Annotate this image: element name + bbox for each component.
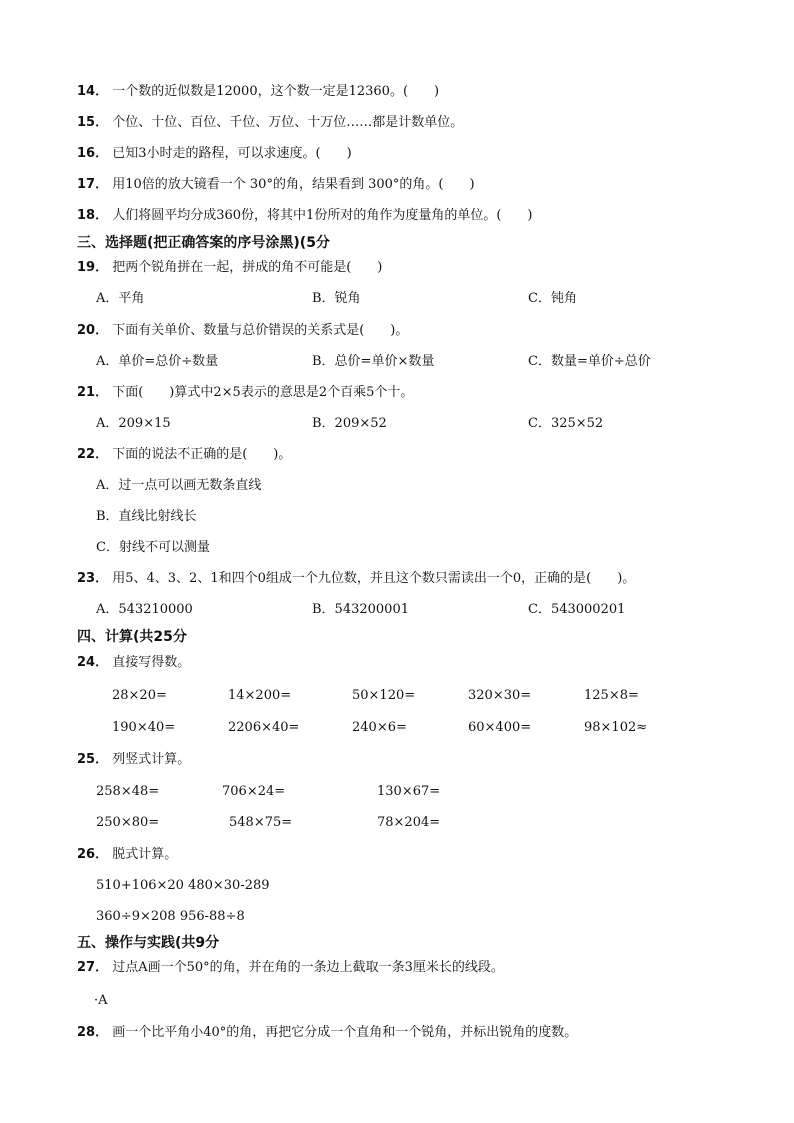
question-number: 18．: [77, 208, 109, 223]
option-b: B．543200001: [312, 602, 409, 617]
calc-item: 98×102≈: [584, 720, 648, 735]
option-a: A．过一点可以画无数条直线: [96, 478, 262, 493]
option-b: B．209×52: [312, 416, 387, 431]
calc-item: 258×48=: [96, 784, 160, 799]
question-number: 14．: [77, 84, 109, 99]
option-b: B．锐角: [312, 291, 361, 306]
option-b: B．总价=单价×数量: [312, 354, 435, 369]
calc-item: 60×400=: [468, 720, 532, 735]
question-25: [77, 751, 190, 769]
option-a: A．平角: [96, 291, 145, 306]
question-text: 人们将圆平均分成360份，将其中1份所对的角作为度量角的单位。( ): [112, 208, 533, 223]
question-27: [77, 959, 504, 977]
question-number: 21．: [77, 385, 109, 400]
calc-item: 125×8=: [584, 688, 639, 703]
question-22: [77, 446, 291, 464]
question-number: 23．: [77, 571, 109, 586]
calc-item: 250×80=: [96, 815, 160, 830]
question-text: 直接写得数。: [112, 655, 191, 670]
calc-item: 240×6=: [352, 720, 407, 735]
calc-item: 2206×40=: [228, 720, 300, 735]
calc-item: 78×204=: [377, 815, 441, 830]
expression-line: 360÷9×208 956-88÷8: [96, 909, 245, 924]
question-number: 19．: [77, 260, 109, 275]
question-text: 已知3小时走的路程，可以求速度。( ): [112, 146, 352, 161]
question-24: [77, 654, 190, 672]
point-a-label: ·A: [94, 993, 108, 1008]
question-text: 画一个比平角小40°的角，再把它分成一个直角和一个锐角，并标出锐角的度数。: [112, 1025, 578, 1040]
option-a: A．209×15: [96, 416, 171, 431]
calc-item: 14×200=: [228, 688, 292, 703]
question-number: 28．: [77, 1025, 109, 1040]
question-number: 27．: [77, 960, 109, 975]
calc-item: 190×40=: [112, 720, 176, 735]
question-number: 22．: [77, 447, 109, 462]
section-heading-choice: 三、选择题(把正确答案的序号涂黑)(5分: [77, 235, 330, 251]
question-text: 脱式计算。: [112, 847, 178, 862]
question-23: [77, 570, 635, 588]
question-number: 16．: [77, 146, 109, 161]
question-18: [77, 207, 532, 225]
option-c: C．325×52: [528, 416, 604, 431]
option-c: C．钝角: [528, 291, 577, 306]
question-text: 用5、4、3、2、1和四个0组成一个九位数，并且这个数只需读出一个0，正确的是( )。: [112, 571, 636, 586]
question-21: [77, 384, 413, 402]
option-a: A．543210000: [96, 602, 193, 617]
question-number: 26．: [77, 847, 109, 862]
question-28: [77, 1024, 577, 1042]
question-14: [77, 83, 439, 101]
option-c: C．数量=单价÷总价: [528, 354, 651, 369]
question-26: [77, 846, 177, 864]
calc-item: 130×67=: [377, 784, 441, 799]
calc-item: 320×30=: [468, 688, 532, 703]
question-16: [77, 145, 352, 163]
option-b: B．直线比射线长: [96, 509, 197, 524]
expression-line: 510+106×20 480×30-289: [96, 878, 270, 893]
question-text: 下面的说法不正确的是( )。: [112, 447, 292, 462]
calc-item: 50×120=: [352, 688, 416, 703]
question-15: [77, 114, 463, 132]
question-text: 过点A画一个50°的角，并在角的一条边上截取一条3厘米长的线段。: [112, 960, 504, 975]
question-number: 17．: [77, 177, 109, 192]
question-text: 用10倍的放大镜看一个 30°的角，结果看到 300°的角。( ): [112, 177, 475, 192]
question-number: 20．: [77, 323, 109, 338]
option-a: A．单价=总价÷数量: [96, 354, 219, 369]
question-text: 把两个锐角拼在一起，拼成的角不可能是( ): [112, 260, 383, 275]
question-19: [77, 259, 382, 277]
question-text: 下面( )算式中2×5表示的意思是2个百乘5个十。: [112, 385, 414, 400]
section-heading-calculation: 四、计算(共25分: [77, 629, 187, 645]
question-20: [77, 322, 408, 340]
question-text: 列竖式计算。: [112, 752, 191, 767]
option-c: C．射线不可以测量: [96, 540, 210, 555]
question-number: 25．: [77, 752, 109, 767]
section-heading-practice: 五、操作与实践(共9分: [77, 935, 220, 951]
question-number: 24．: [77, 655, 109, 670]
option-c: C．543000201: [528, 602, 626, 617]
question-text: 一个数的近似数是12000，这个数一定是12360。( ): [112, 84, 440, 99]
calc-item: 28×20=: [112, 688, 167, 703]
question-text: 下面有关单价、数量与总价错误的关系式是( )。: [112, 323, 409, 338]
question-number: 15．: [77, 115, 109, 130]
question-17: [77, 176, 475, 194]
calc-item: 706×24=: [222, 784, 286, 799]
calc-item: 548×75=: [229, 815, 293, 830]
question-text: 个位、十位、百位、千位、万位、十万位……都是计数单位。: [112, 115, 464, 130]
